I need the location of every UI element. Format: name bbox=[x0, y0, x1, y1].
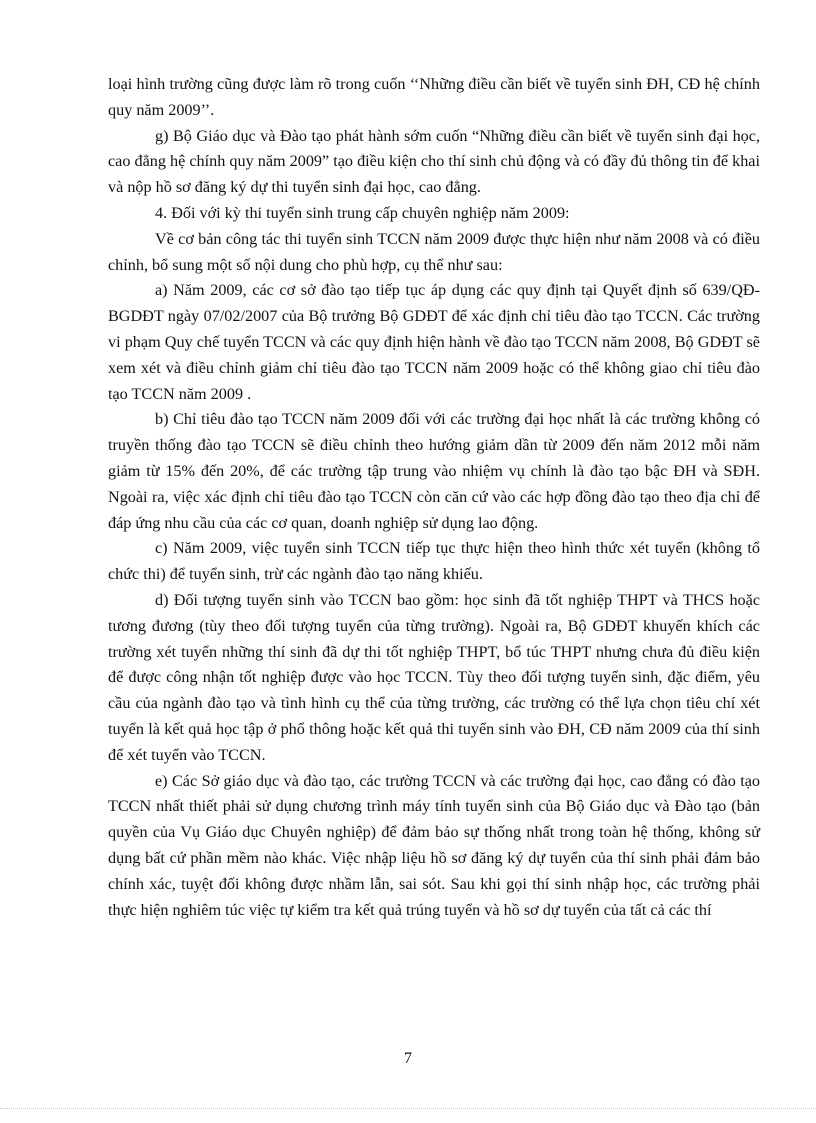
paragraph-d: d) Đối tượng tuyển sinh vào TCCN bao gồm: học sinh đã tốt nghiệp THPT và THCS hoặc tương đương (tùy theo đối tượng tuyển của từng trường). Ngoài ra, Bộ GDĐT khuyến khích các trường xét tuyển những thí sinh đã dự thi tốt nghiệp THPT, bổ túc THPT nhưng chưa đủ điều kiện để được công nhận tốt nghiệp được vào học TCCN. Tùy theo đối tượng tuyển sinh, đặc điểm, yêu cầu của ngành đào tạo và tình hình cụ thể của từng trường, các trường có thể lựa chọn tiêu chí xét tuyển là kết quả học tập ở phổ thông hoặc kết quả thi tuyển sinh vào ĐH, CĐ năm 2009 của thí sinh để xét tuyển vào TCCN. bbox=[108, 590, 760, 764]
paragraph-continuation: loại hình trường cũng được làm rõ trong cuốn ‘‘Những điều cần biết về tuyển sinh ĐH, CĐ hệ chính quy năm 2009’’. bbox=[108, 75, 760, 119]
paragraph-b: b) Chỉ tiêu đào tạo TCCN năm 2009 đối với các trường đại học nhất là các trường không có truyền thống đào tạo TCCN sẽ điều chỉnh theo hướng giảm dần từ 2009 đến năm 2012 mỗi năm giảm từ 15% đến 20%, để các trường tập trung vào nhiệm vụ chính là đào tạo bậc ĐH và SĐH. Ngoài ra, việc xác định chỉ tiêu đào tạo TCCN còn căn cứ vào các hợp đồng đào tạo theo địa chỉ để đáp ứng nhu cầu của các cơ quan, doanh nghiệp sử dụng lao động. bbox=[108, 410, 760, 532]
paragraph-c: c) Năm 2009, việc tuyển sinh TCCN tiếp tục thực hiện theo hình thức xét tuyển (không tổ chức thi) để tuyển sinh, trừ các ngành đào tạo năng khiếu. bbox=[108, 539, 760, 584]
paragraph-g: g) Bộ Giáo dục và Đào tạo phát hành sớm cuốn “Những điều cần biết về tuyển sinh đại học, cao đẳng hệ chính quy năm 2009” tạo điều kiện cho thí sinh chủ động và có đầy đủ thông tin để khai và nộp hồ sơ đăng ký dự thi tuyển sinh đại học, cao đẳng. bbox=[108, 126, 760, 197]
section-heading-4: 4. Đối với kỳ thi tuyển sinh trung cấp chuyên nghiệp năm 2009: bbox=[155, 203, 570, 222]
body-text bbox=[108, 72, 760, 923]
paragraph-intro: Về cơ bản công tác thi tuyển sinh TCCN năm 2009 được thực hiện như năm 2008 và có điều chỉnh, bổ sung một số nội dung cho phù hợp, cụ thể như sau: bbox=[108, 229, 760, 274]
paragraph-a: a) Năm 2009, các cơ sở đào tạo tiếp tục áp dụng các quy định tại Quyết định số 639/QĐ-BGDĐT ngày 07/02/2007 của Bộ trưởng Bộ GDĐT để xác định chỉ tiêu đào tạo TCCN. Các trường vi phạm Quy chế tuyển TCCN và các quy định hiện hành về đào tạo TCCN năm 2008, Bộ GDĐT sẽ xem xét và điều chỉnh giảm chỉ tiêu đào tạo TCCN năm 2009 hoặc có thể không giao chỉ tiêu đào tạo TCCN năm 2009 . bbox=[108, 281, 760, 403]
page-bottom-divider bbox=[0, 1108, 816, 1109]
page-number: 7 bbox=[404, 1050, 412, 1067]
paragraph-e: e) Các Sở giáo dục và đào tạo, các trường TCCN và các trường đại học, cao đẳng có đào tạo TCCN nhất thiết phải sử dụng chương trình máy tính tuyển sinh của Bộ Giáo dục và Đào tạo (bản quyền của Vụ Giáo dục Chuyên nghiệp) để đảm bảo sự thống nhất trong toàn hệ thống, không sử dụng bất cứ phần mềm nào khác. Việc nhập liệu hồ sơ đăng ký dự tuyển của thí sinh phải đảm bảo chính xác, tuyệt đối không được nhầm lẫn, sai sót. Sau khi gọi thí sinh nhập học, các trường phải thực hiện nghiêm túc việc tự kiểm tra kết quả trúng tuyển và hồ sơ dự tuyển của tất cả các thí bbox=[108, 771, 760, 919]
